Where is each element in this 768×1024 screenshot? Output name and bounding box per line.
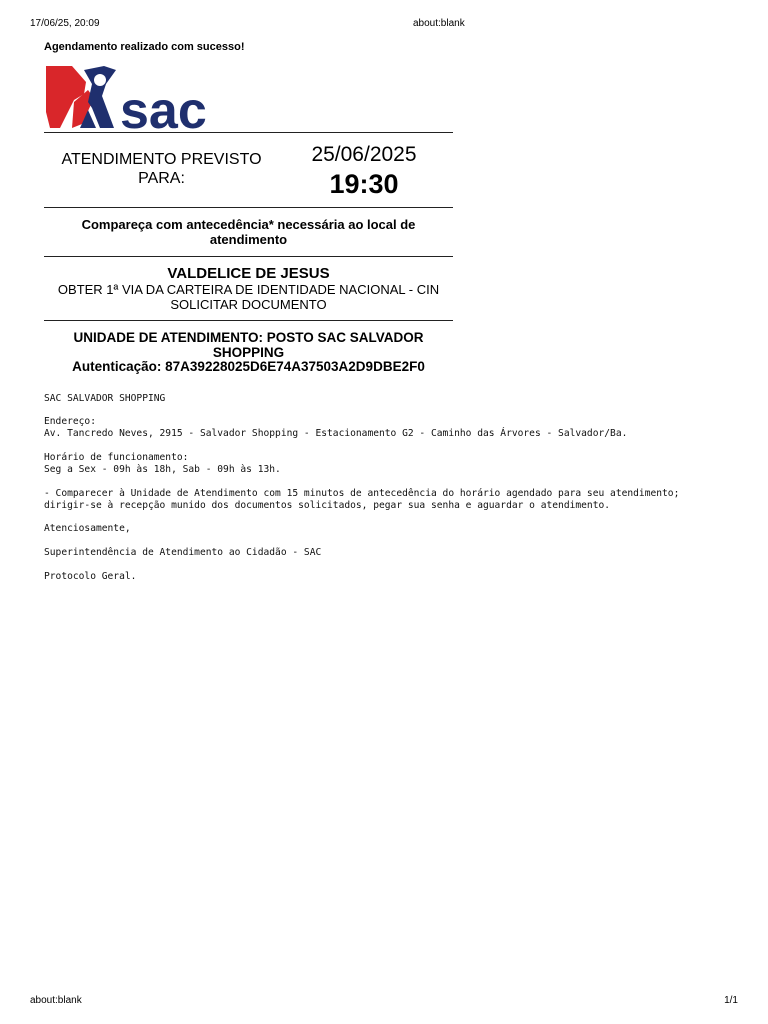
person-name: VALDELICE DE JESUS <box>167 265 330 282</box>
closing: Atenciosamente, <box>44 523 131 534</box>
sac-logo <box>44 62 209 132</box>
divider-2 <box>44 207 453 208</box>
scheduled-label: ATENDIMENTO PREVISTO PARA: <box>61 151 262 187</box>
instructions-line-1: - Comparecer à Unidade de Atendimento com 15 minutos de antecedência do horário agendado para seu atendimento; <box>44 488 680 499</box>
address-label: Endereço: <box>44 416 96 427</box>
address: Av. Tancredo Neves, 2915 - Salvador Shopping - Estacionamento G2 - Caminho das Árvores - Salvador/Ba. <box>44 428 628 439</box>
divider-3 <box>44 256 453 257</box>
signature: Superintendência de Atendimento ao Cidadão - SAC <box>44 547 322 558</box>
print-header <box>30 18 738 32</box>
authentication-code: Autenticação: 87A39228025D6E74A37503A2D9DBE2F0 <box>72 359 425 374</box>
service-unit: UNIDADE DE ATENDIMENTO: POSTO SAC SALVADOR SHOPPING <box>73 330 424 360</box>
scheduled-date: 25/06/2025 <box>311 143 417 166</box>
logo-head <box>94 74 106 86</box>
protocol: Protocolo Geral. <box>44 571 137 582</box>
success-message: Agendamento realizado com sucesso! <box>44 41 245 53</box>
hours-label: Horário de funcionamento: <box>44 452 189 463</box>
instructions-line-2: dirigir-se à recepção munido dos documentos solicitados, pegar sua senha e aguardar o atendimento. <box>44 500 611 511</box>
divider-1 <box>44 132 453 133</box>
divider-4 <box>44 320 453 321</box>
service-description: OBTER 1ª VIA DA CARTEIRA DE IDENTIDADE NACIONAL - CIN SOLICITAR DOCUMENTO <box>57 282 440 312</box>
hours: Seg a Sex - 09h às 18h, Sab - 09h às 13h. <box>44 464 281 475</box>
arrival-notice: Compareça com antecedência* necessária ao local de atendimento <box>81 217 416 247</box>
print-url: about:blank <box>413 18 465 29</box>
scheduled-block <box>44 140 453 202</box>
page-number: 1/1 <box>724 995 738 1006</box>
print-footer <box>30 995 738 1009</box>
footer-url: about:blank <box>30 995 82 1006</box>
scheduled-time: 19:30 <box>329 169 399 199</box>
print-timestamp: 17/06/25, 20:09 <box>30 18 100 29</box>
unit-name: SAC SALVADOR SHOPPING <box>44 393 166 404</box>
logo-text: sac <box>120 82 207 132</box>
